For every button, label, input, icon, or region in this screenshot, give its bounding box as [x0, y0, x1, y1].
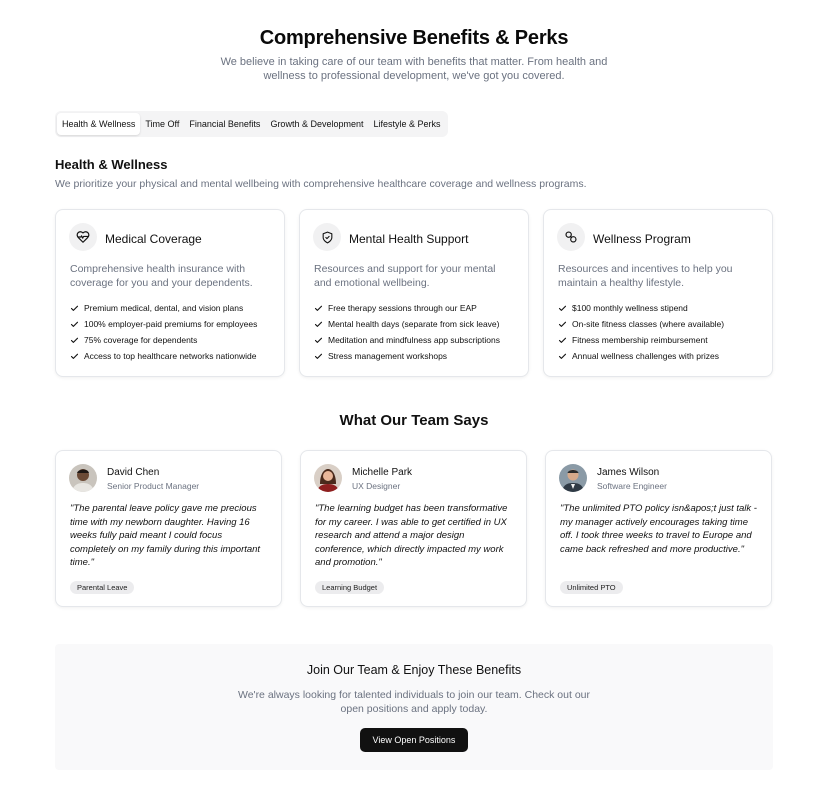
list-item-text: Meditation and mindfulness app subscriptions — [328, 335, 500, 345]
card-title: Wellness Program — [593, 232, 691, 246]
check-icon — [314, 304, 323, 313]
check-icon — [558, 320, 567, 329]
tab-lifestyle-perks[interactable]: Lifestyle & Perks — [373, 119, 441, 129]
heart-pulse-icon — [69, 223, 97, 251]
benefit-tag: Unlimited PTO — [560, 581, 623, 594]
list-item — [558, 350, 724, 366]
testimonial-card — [300, 450, 527, 607]
list-item-text: Free therapy sessions through our EAP — [328, 303, 477, 313]
list-item-text: Mental health days (separate from sick leave) — [328, 319, 500, 329]
list-item — [70, 318, 257, 334]
cta-section — [55, 644, 773, 770]
check-icon — [70, 336, 79, 345]
feature-list — [70, 302, 257, 366]
check-icon — [558, 304, 567, 313]
list-item-text: Annual wellness challenges with prizes — [572, 351, 719, 361]
list-item-text: On-site fitness classes (where available) — [572, 319, 725, 329]
card-description: Comprehensive health insurance with coverage for you and your dependents. — [70, 263, 253, 289]
list-item — [558, 334, 724, 350]
tab-time-off[interactable]: Time Off — [145, 119, 180, 129]
testimonial-quote: "The learning budget has been transformative for my career. I was able to get certified in UX research and attend a major design conference, which directly impacted my work and promotion." — [315, 503, 508, 569]
cta-title: Join Our Team & Enjoy These Benefits — [306, 663, 522, 677]
testimonial-role: Software Engineer — [597, 481, 667, 491]
dumbbell-icon — [557, 223, 585, 251]
testimonial-name: David Chen — [107, 467, 160, 478]
card-description: Resources and incentives to help you maintain a healthy lifestyle. — [558, 263, 733, 289]
list-item-text: 100% employer-paid premiums for employees — [84, 319, 258, 329]
section-subtitle: We prioritize your physical and mental wellbeing with comprehensive healthcare coverage and wellness programs. — [55, 178, 587, 190]
benefit-tag: Parental Leave — [70, 581, 134, 594]
avatar — [69, 464, 97, 492]
testimonial-name: Michelle Park — [352, 467, 413, 478]
card-title: Medical Coverage — [105, 232, 202, 246]
tab-growth-development[interactable]: Growth & Development — [270, 119, 364, 129]
page-subtitle: We believe in taking care of our team with benefits that matter. From health and wellness to professional development, we've got you covered. — [220, 56, 608, 82]
list-item — [314, 318, 500, 334]
list-item-text: Stress management workshops — [328, 351, 448, 361]
testimonial-role: UX Designer — [352, 481, 401, 491]
testimonial-quote: "The unlimited PTO policy isn&apos;t just talk - my manager actively encourages taking time off. I took three weeks to travel to Europe and came back refreshed and more productive." — [560, 503, 757, 555]
feature-list — [314, 302, 500, 366]
check-icon — [314, 352, 323, 361]
avatar — [559, 464, 587, 492]
testimonial-card — [545, 450, 772, 607]
cta-subtitle: We're always looking for talented individuals to join our team. Check out our open positions and apply today. — [238, 689, 590, 715]
tab-health-wellness[interactable]: Health & Wellness — [57, 113, 140, 135]
benefit-tag: Learning Budget — [315, 581, 384, 594]
list-item — [314, 350, 500, 366]
list-item — [314, 334, 500, 350]
check-icon — [70, 304, 79, 313]
check-icon — [70, 352, 79, 361]
testimonial-role: Senior Product Manager — [107, 481, 200, 491]
list-item — [70, 334, 257, 350]
tab-financial-benefits[interactable]: Financial Benefits — [189, 119, 261, 129]
list-item — [70, 350, 257, 366]
check-icon — [558, 352, 567, 361]
check-icon — [314, 336, 323, 345]
section-title: Health & Wellness — [55, 157, 168, 172]
shield-check-icon — [313, 223, 341, 251]
testimonial-quote: "The parental leave policy gave me precious time with my newborn daughter. Having 16 weeks fully paid meant I could focus completely on my family during this important time." — [70, 503, 261, 569]
benefit-card-medical — [55, 209, 285, 377]
list-item-text: Access to top healthcare networks nationwide — [84, 351, 257, 361]
testimonial-name: James Wilson — [597, 467, 660, 478]
list-item-text: $100 monthly wellness stipend — [572, 303, 688, 313]
list-item — [314, 302, 500, 318]
page-title: Comprehensive Benefits & Perks — [259, 27, 569, 49]
card-title: Mental Health Support — [349, 232, 469, 246]
feature-list — [558, 302, 724, 366]
check-icon — [314, 320, 323, 329]
card-description: Resources and support for your mental and emotional wellbeing. — [314, 263, 496, 289]
check-icon — [558, 336, 567, 345]
testimonial-card — [55, 450, 282, 607]
avatar — [314, 464, 342, 492]
list-item — [558, 302, 724, 318]
list-item-text: Fitness membership reimbursement — [572, 335, 708, 345]
list-item-text: 75% coverage for dependents — [84, 335, 198, 345]
list-item — [70, 302, 257, 318]
benefit-card-wellness — [543, 209, 773, 377]
list-item — [558, 318, 724, 334]
check-icon — [70, 320, 79, 329]
benefit-card-mental-health — [299, 209, 529, 377]
benefits-tabs — [55, 111, 448, 137]
list-item-text: Premium medical, dental, and vision plans — [84, 303, 244, 313]
view-open-positions-button[interactable]: View Open Positions — [360, 728, 468, 752]
testimonials-title: What Our Team Says — [339, 412, 489, 429]
